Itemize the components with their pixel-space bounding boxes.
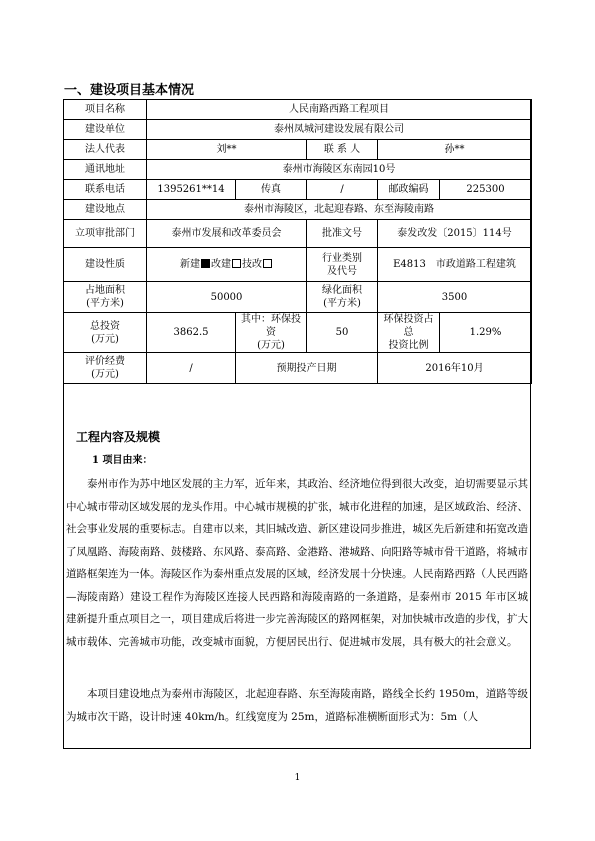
location-label: 建设地点 [64,200,147,220]
checkbox-rebuild [232,259,241,268]
eval-fee-label [64,353,147,384]
item-title: 1 项目由来： [92,455,153,466]
nature-tech-label: 技改 [242,259,262,270]
approval-dept-value: 泰州市发展和改革委员会 [147,220,307,248]
env-ratio-label-line-2: 投资比例 [388,340,429,351]
row-phone [64,180,532,200]
env-invest-value: 50 [307,313,378,353]
project-name-value: 人民南路西路工程项目 [147,100,532,120]
content-title: 工程内容及规模 [76,430,161,444]
green-value: 3500 [378,282,532,313]
contact-value: 孙** [378,140,532,160]
env-ratio-value: 1.29% [440,313,532,353]
area-label-line-1: 占地面积 [85,285,125,296]
location-value: 泰州市海陵区，北起迎春路、东至海陵南路 [147,200,532,220]
fax-label: 传真 [236,180,307,200]
phone-value: 1395261**14 [147,180,236,200]
legal-rep-label: 法人代表 [64,140,147,160]
nature-options [147,248,307,282]
row-builder [64,120,532,140]
start-date-label: 预期投产日期 [236,353,378,384]
postcode-label: 邮政编码 [378,180,440,200]
approval-no-value: 泰发改发〔2015〕114号 [378,220,532,248]
row-eval-fee [64,353,532,384]
page-number: 1 [294,773,301,783]
legal-rep-value: 刘** [147,140,307,160]
env-ratio-label-line-1: 环保投资占总 [383,314,434,338]
nature-label: 建设性质 [64,248,147,282]
row-legal-rep [64,140,532,160]
start-date-value: 2016年10月 [378,353,532,384]
industry-label [307,248,378,282]
checkbox-tech [263,259,272,268]
env-invest-label-line-1: 其中：环保投资 [241,314,301,338]
area-value: 50000 [147,282,307,313]
invest-label-line-2: (万元) [91,333,119,345]
builder-value: 泰州凤城河建设发展有限公司 [147,120,532,140]
green-label-line-1: 绿化面积 [322,285,362,296]
env-invest-label-line-2: (万元) [257,340,285,351]
industry-value: E4813 市政道路工程建筑 [378,248,532,282]
row-address [64,160,532,180]
checkbox-new-checked [201,259,210,268]
fax-value: / [307,180,378,200]
postcode-value: 225300 [440,180,532,200]
industry-label-line-2: 及代号 [327,265,357,277]
phone-label: 联系电话 [64,180,147,200]
eval-fee-label-line-1: 评价经费 [85,356,125,367]
invest-label-line-1: 总投资 [90,320,120,332]
project-name-label: 项目名称 [64,100,147,120]
nature-rebuild-label: 改建 [211,259,231,270]
row-area [64,282,532,313]
env-invest-label [236,313,307,353]
row-approval [64,220,532,248]
nature-new-label: 新建 [180,259,200,270]
env-ratio-label [378,313,440,353]
row-location [64,200,532,220]
address-value: 泰州市海陵区东南园10号 [147,160,532,180]
paragraph-location: 本项目建设地点为泰州市海陵区，北起迎春路、东至海陵南路，路线全长约 1950m，道路等级为城市次干路，设计时速 40km/h。红线宽度为 25m，道路标准横断面形式为：5m（人 [66,688,528,723]
row-project-name [64,100,532,120]
paragraph-background: 泰州市作为苏中地区发展的主力军，近年来，其政治、经济地位得到很大改变，迫切需要显示其中心城市带动区域发展的龙头作用。中心城市规模的扩张，城市化进程的加速，是区域政治、经济、社会事业发展的重要标志。自建市以来，其旧城改造、新区建设同步推进，城区先后新建和拓宽改造了凤凰路、海陵南路、鼓楼路、东风路、泰高路、金港路、港城路、向阳路等城市骨干道路，将城市道路框架连为一体。海陵区作为泰州重点发展的区域，经济发展十分快速。人民南路西路（人民西路—海陵南路）建设工程作为海陵区连接人民西路和海陵南路的一条道路，是泰州市 2015 年市区城建新提升重点项目之一，项目建成后将进一步完善海陵区的路网框架，对加快城市改造的步伐，扩大城市载体、完善城市功能，改变城市面貌，方便居民出行、促进城市发展，具有极大的社会意义。 [66,478,528,648]
row-investment [64,313,532,353]
approval-no-label: 批准文号 [307,220,378,248]
eval-fee-value: / [147,353,236,384]
project-info-table [63,99,532,384]
eval-fee-label-line-2: (万元) [91,369,119,380]
area-label [64,282,147,313]
row-nature [64,248,532,282]
contact-label: 联 系 人 [307,140,378,160]
approval-dept-label: 立项审批部门 [64,220,147,248]
section-title: 一、建设项目基本情况 [64,83,195,98]
invest-value: 3862.5 [147,313,236,353]
address-label: 通讯地址 [64,160,147,180]
area-label-line-2: (平方米) [86,298,124,309]
invest-label [64,313,147,353]
builder-label: 建设单位 [64,120,147,140]
industry-label-line-1: 行业类别 [322,252,362,264]
green-label [307,282,378,313]
green-label-line-2: (平方米) [323,298,361,309]
